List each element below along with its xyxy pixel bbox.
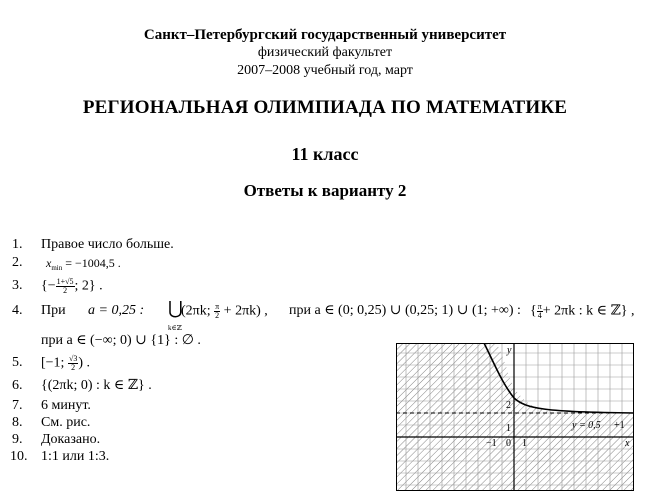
grade-label: 11 класс	[291, 144, 359, 164]
answer-lead: При	[41, 303, 66, 318]
variant-heading: Ответы к варианту 2	[243, 181, 407, 200]
x-axis-label: x	[625, 438, 630, 449]
olympiad-title: РЕГИОНАЛЬНАЯ ОЛИМПИАДА ПО МАТЕМАТИКЕ	[82, 97, 568, 118]
answer-number: 10.	[10, 449, 28, 464]
answer-text: Правое число больше.	[41, 237, 174, 252]
y-axis-label: y	[507, 345, 512, 356]
answer-condition-b: при a ∈ (0; 0,25) ∪ (0,25; 1) ∪ (1; +∞) :	[289, 303, 521, 318]
answer-union: ⋃ k∈ℤ	[168, 298, 183, 332]
answer-condition-a: a = 0,25 :	[88, 303, 145, 318]
answer-union-body: (2πk; $\frac{\pi}{2}$ + 2πk) ,	[181, 302, 268, 320]
answer-set-b: { $\frac{\pi}{4}$ + 2πk : k ∈ ℤ} ,	[530, 302, 635, 320]
answer-text: См. рис.	[41, 415, 91, 430]
tick-label-y1: 1	[506, 423, 511, 434]
tick-label-x1: 1	[522, 438, 527, 449]
tick-label-p1: +1	[614, 420, 625, 431]
answer-number: 3.	[12, 278, 23, 293]
answer-number: 7.	[12, 398, 23, 413]
answer-number: 9.	[12, 432, 23, 447]
answer-text: 6 минут.	[41, 398, 91, 413]
answer-formula: $x_{min} = -1004,5$ .	[46, 256, 121, 272]
answer-number: 6.	[12, 378, 23, 393]
answer-formula: [−1; $\frac{√3}{2}$ ) .	[41, 354, 91, 372]
answer-formula: {− $\frac{1+√5}{2}$ ; 2} .	[41, 277, 103, 295]
tick-label-xm1: −1	[486, 438, 497, 449]
answer-8-figure	[396, 343, 634, 491]
asymptote-label: y = 0,5	[572, 420, 601, 431]
answer-number: 8.	[12, 415, 23, 430]
answer-number: 1.	[12, 237, 23, 252]
academic-year: 2007–2008 учебный год, март	[237, 63, 413, 78]
answer-number: 4.	[12, 303, 23, 318]
tick-label-y2: 2	[506, 400, 511, 411]
faculty-name: физический факультет	[257, 45, 393, 60]
answer-number: 2.	[12, 255, 23, 270]
answer-text: 1:1 или 1:3.	[41, 449, 110, 464]
answer-text: Доказано.	[41, 432, 101, 447]
answer-text: {(2πk; 0) : k ∈ ℤ} .	[41, 378, 152, 393]
answer-number: 5.	[12, 355, 23, 370]
university-name: Санкт–Петербургский государственный университет	[143, 27, 507, 43]
tick-label-x0: 0	[506, 438, 511, 449]
